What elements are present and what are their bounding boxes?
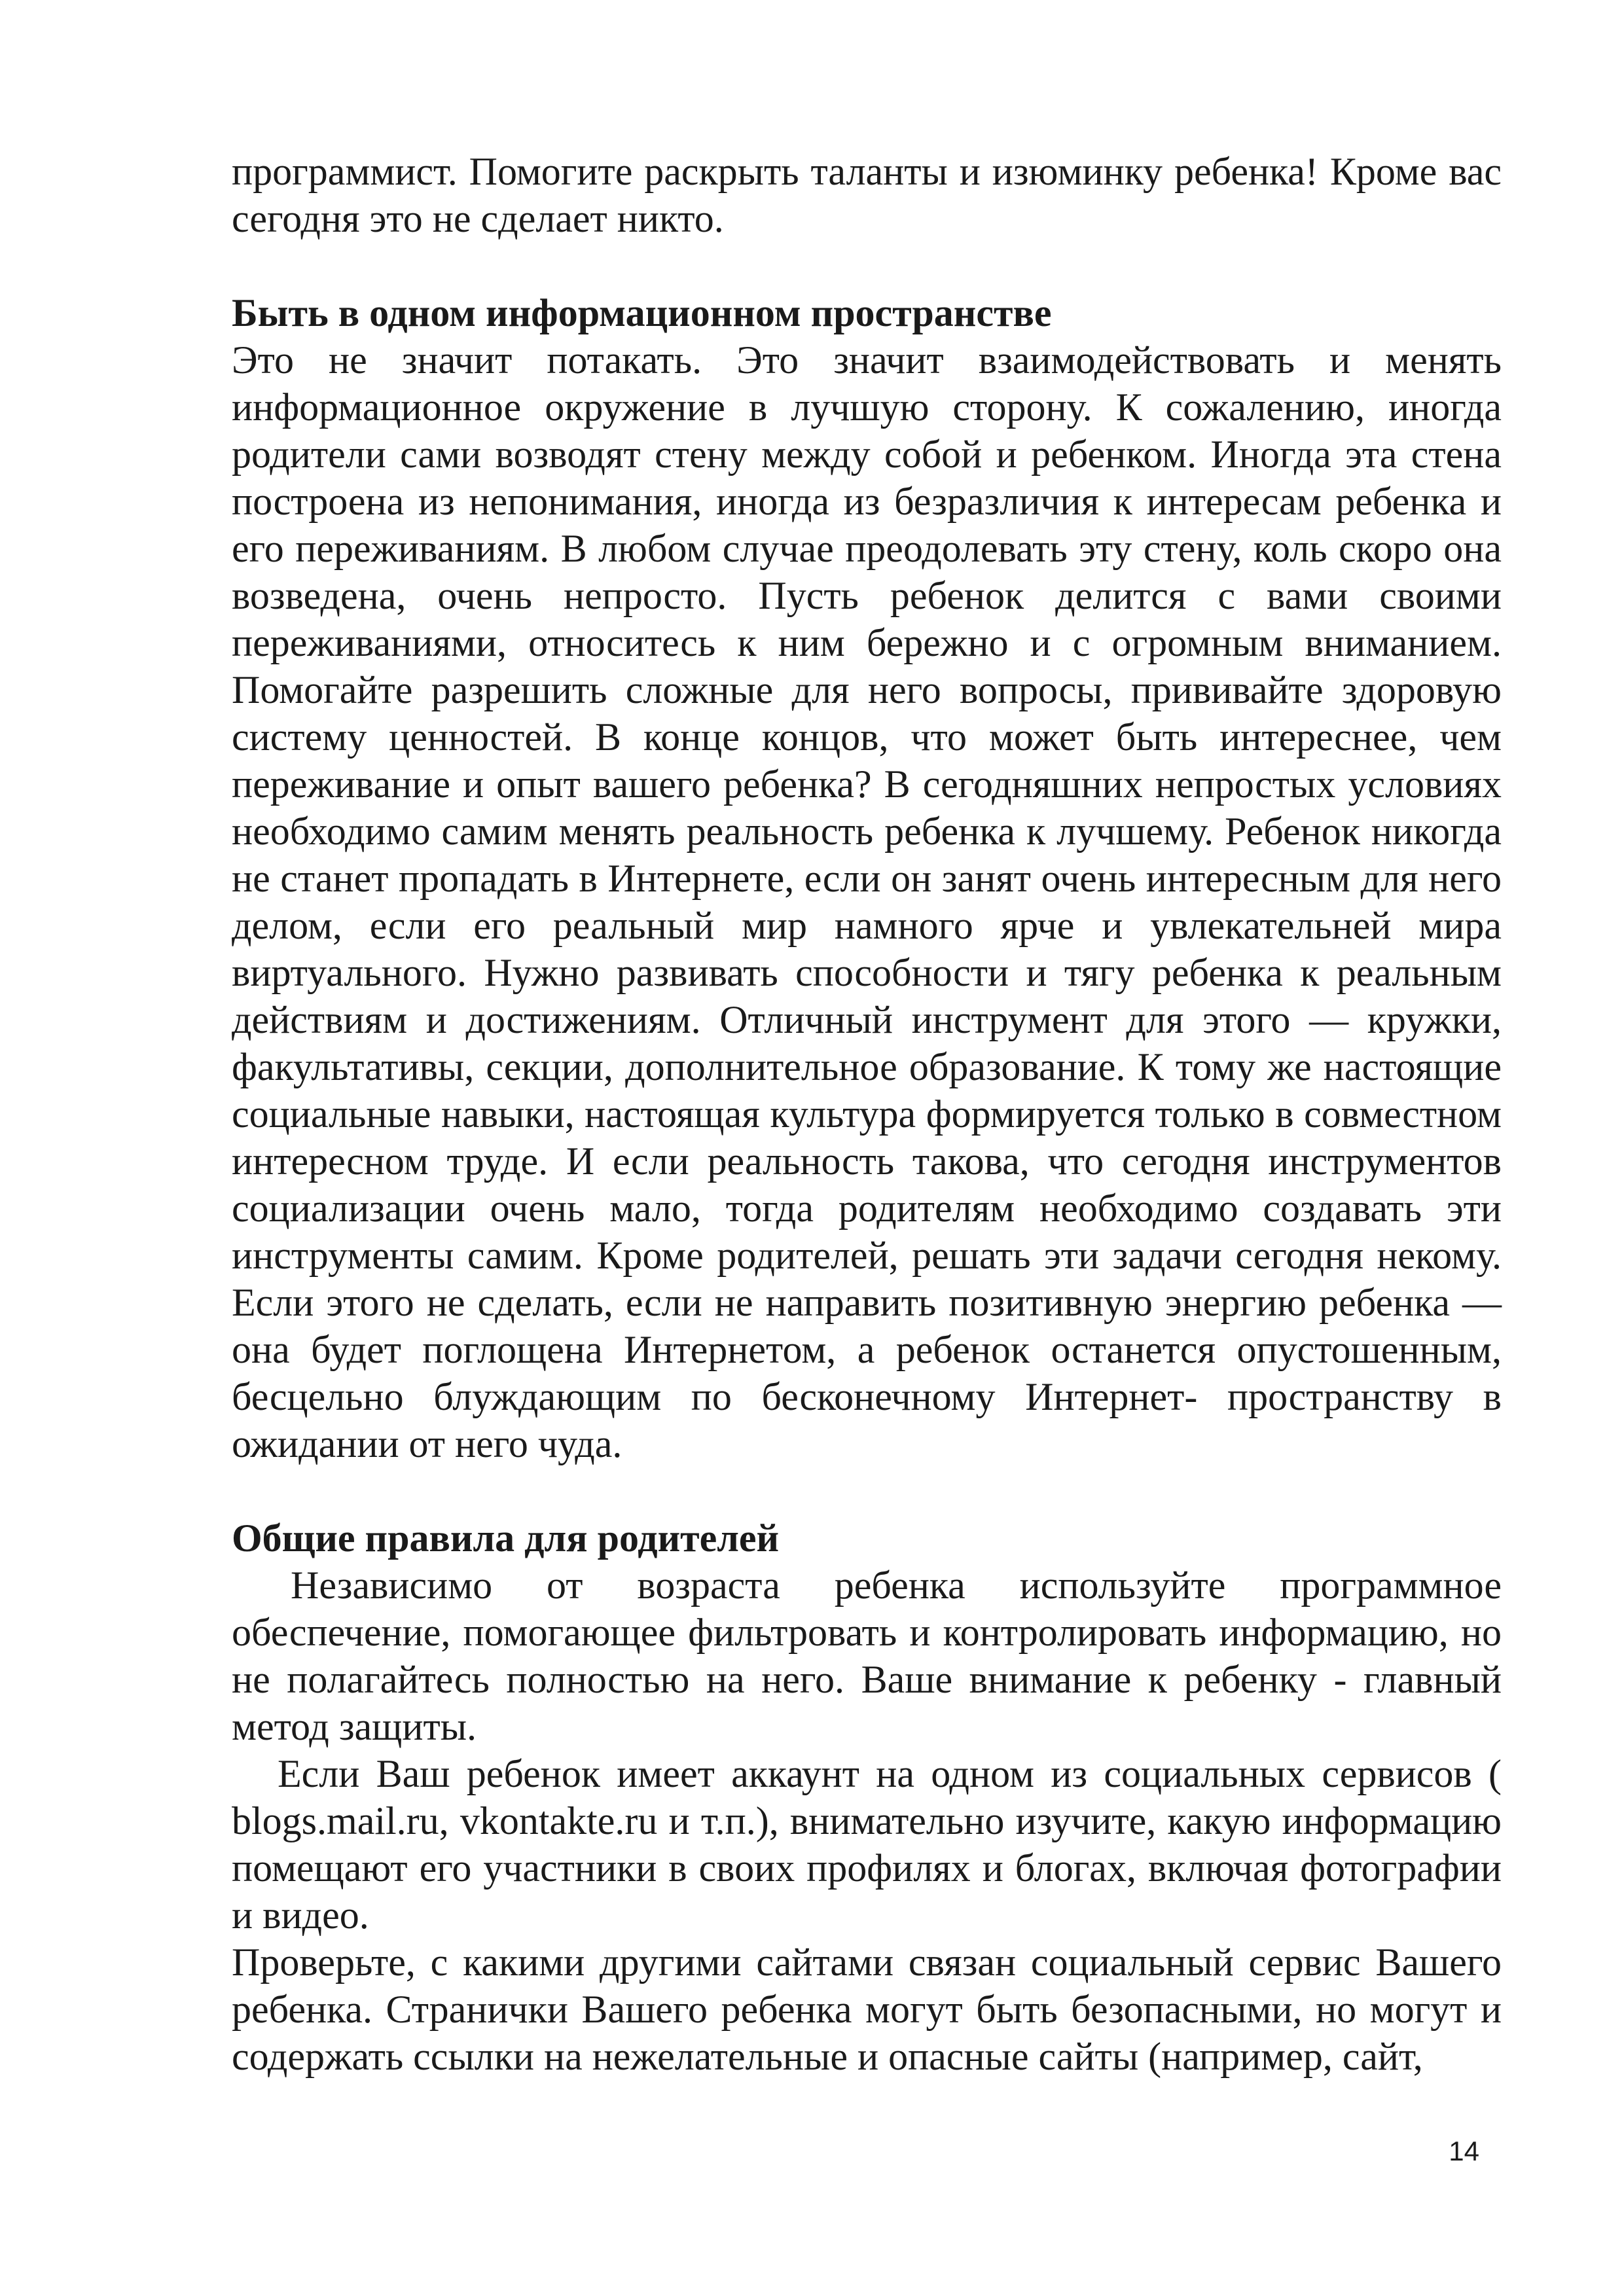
paragraph-spacer — [232, 1467, 1502, 1515]
section-body-information-space: Это не значит потакать. Это значит взаимодействовать и менять информационное окружение в лучшую сторону. К сожалению, иногда родители сами возводят стену между собой и ребенком. Иногда эта стена построена из непонимания, иногда из безразличия к интересам ребенка и его переживаниям. В любом случае преодолевать эту стену, коль скоро она возведена, очень непросто. Пусть ребенок делится с вами своими переживаниями, относитесь к ним бережно и с огромным вниманием. Помогайте разрешить сложные для него вопросы, прививайте здоровую систему ценностей. В конце концов, что может быть интереснее, чем переживание и опыт вашего ребенка? В сегодняшних непростых условиях необходимо самим менять реальность ребенка к лучшему. Ребенок никогда не станет пропадать в Интернете, если он занят очень интересным для него делом, если его реальный мир намного ярче и увлекательней мира виртуального. Нужно развивать способности и тягу ребенка к реальным действиям и достижениям. Отличный инструмент для этого — кружки, факультативы, секции, дополнительное образование. К тому же настоящие социальные навыки, настоящая культура формируется только в совместном интересном труде. И если реальность такова, что сегодня инструментов социализации очень мало, тогда родителям необходимо создавать эти инструменты самим. Кроме родителей, решать эти задачи сегодня некому. Если этого не сделать, если не направить позитивную энергию ребенка — она будет поглощена Интернетом, а ребенок останется опустошенным, бесцельно блуждающим по бесконечному Интернет- пространству в ожидании от него чуда. — [232, 338, 1502, 1465]
section-heading-general-rules: Общие правила для родителей — [232, 1516, 780, 1560]
rules-paragraph-software: Независимо от возраста ребенка используйте программное обеспечение, помогающее фильтровать и контролировать информацию, но не полагайтесь полностью на него. Ваше внимание к ребенку - главный метод защиты. — [232, 1564, 1502, 1748]
intro-paragraph: программист. Помогите раскрыть таланты и изюминку ребенка! Кроме вас сегодня это не сделает никто. — [232, 150, 1502, 240]
page-number: 14 — [1449, 2136, 1479, 2166]
paragraph-spacer — [232, 242, 1502, 289]
rules-paragraph-linked-sites: Проверьте, с какими другими сайтами связан социальный сервис Вашего ребенка. Странички Вашего ребенка могут быть безопасными, но могут и содержать ссылки на нежелательные и опасные сайты (например, сайт, — [232, 1941, 1502, 2078]
document-body — [232, 148, 1502, 2080]
section-heading-information-space: Быть в одном информационном пространстве — [232, 291, 1052, 334]
rules-paragraph-social-accounts: Если Ваш ребенок имеет аккаунт на одном из социальных сервисов ( blogs.mail.ru, vkontakte.ru и т.п.), внимательно изучите, какую информацию помещают его участники в своих профилях и блогах, включая фотографии и видео. — [232, 1752, 1502, 1937]
